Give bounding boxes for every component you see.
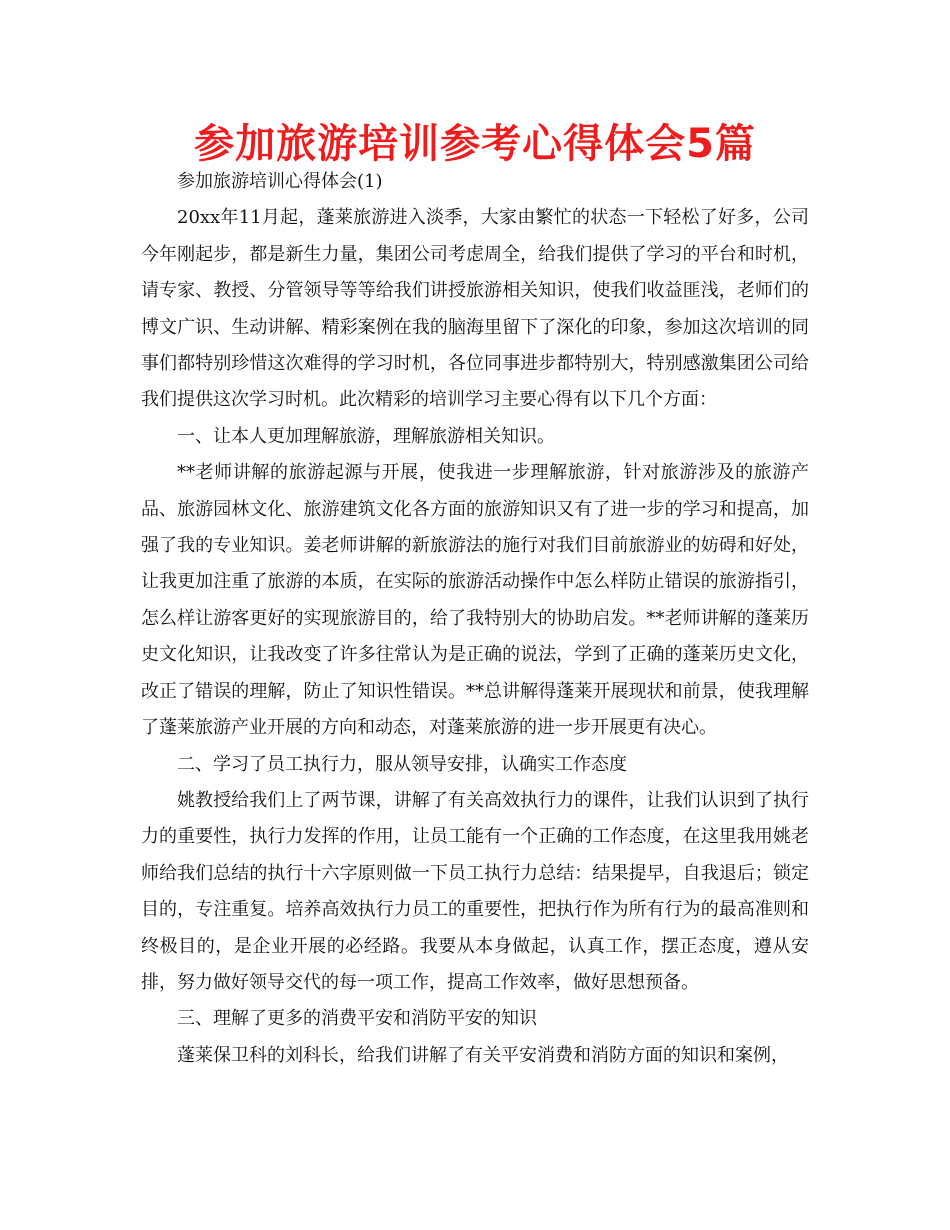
document-title: 参加旅游培训参考心得体会5篇: [194, 121, 756, 167]
paragraph: 蓬莱保卫科的刘科长，给我们讲解了有关平安消费和消防方面的知识和案例，: [177, 1044, 789, 1066]
section-heading: 三、理解了更多的消费平安和消防平安的知识: [177, 1008, 537, 1030]
document-body: [141, 164, 809, 1074]
paragraph: 姚教授给我们上了两节课，讲解了有关高效执行力的课件，让我们认识到了执行力的重要性，执行力发挥的作用，让员工能有一个正确的工作态度，在这里我用姚老师给我们总结的执行十六字原则做一下员工执行力总结：结果提早，自我退后；锁定目的，专注重复。培养高效执行力员工的重要性，把执行作为所有行为的最高准则和终极目的，是企业开展的必经路。我要从本身做起，认真工作，摆正态度，遵从安排，努力做好领导交代的每一项工作，提高工作效率，做好思想预备。: [141, 789, 809, 993]
section-subtitle: 参加旅游培训心得体会(1): [177, 171, 383, 192]
section-heading: 一、让本人更加理解旅游，理解旅游相关知识。: [177, 425, 555, 447]
paragraph: **老师讲解的旅游起源与开展，使我进一步理解旅游，针对旅游涉及的旅游产品、旅游园林文化、旅游建筑文化各方面的旅游知识又有了进一步的学习和提高，加强了我的专业知识。姜老师讲解的新旅游法的施行对我们目前旅游业的妨碍和好处，让我更加注重了旅游的本质，在实际的旅游活动操作中怎么样防止错误的旅游指引，怎么样让游客更好的实现旅游目的，给了我特别大的协助启发。**老师讲解的蓬莱历史文化知识，让我改变了许多往常认为是正确的说法，学到了正确的蓬莱历史文化，改正了错误的理解，防止了知识性错误。**总讲解得蓬莱开展现状和前景，使我理解了蓬莱旅游产业开展的方向和动态，对蓬莱旅游的进一步开展更有决心。: [141, 462, 809, 739]
section-heading: 二、学习了员工执行力，服从领导安排，认确实工作态度: [177, 753, 627, 775]
paragraph: 20xx年11月起，蓬莱旅游进入淡季，大家由繁忙的状态一下轻松了好多，公司今年刚起步，都是新生力量，集团公司考虑周全，给我们提供了学习的平台和时机，请专家、教授、分管领导等等给我们讲授旅游相关知识，使我们收益匪浅，老师们的博文广识、生动讲解、精彩案例在我的脑海里留下了深化的印象，参加这次培训的同事们都特别珍惜这次难得的学习时机，各位同事进步都特别大，特别感激集团公司给我们提供这次学习时机。此次精彩的培训学习主要心得有以下几个方面：: [141, 207, 809, 411]
